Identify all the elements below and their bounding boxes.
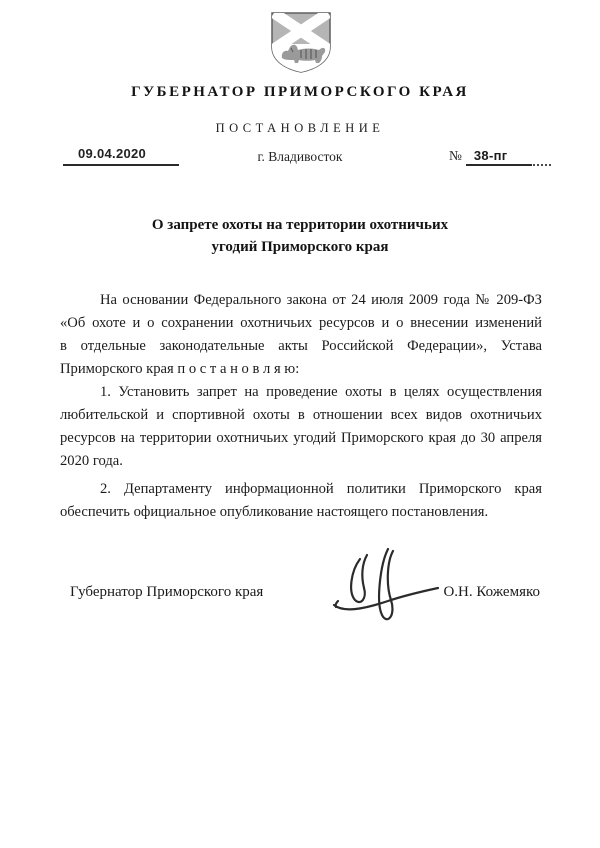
place-label: г. Владивосток: [257, 149, 343, 164]
body-line: 1. Установить запрет на проведение охоты в целях осуществления: [100, 384, 542, 400]
body-line: 2. Департаменту информационной политики Приморского края: [100, 481, 542, 497]
body-line: Приморского края п о с т а н о в л я ю:: [60, 361, 300, 377]
body-line: 2020 года.: [60, 453, 123, 469]
number-underline-tail: [533, 148, 551, 166]
body-line: любительской и спортивной охоты в отношении всех видов охотничьих: [60, 407, 542, 423]
document-title: [0, 214, 600, 258]
body-text: [60, 289, 542, 524]
preamble-paragraph: [60, 289, 542, 381]
signer-name: О.Н. Кожемяко: [443, 584, 540, 600]
signature-position-label: Губернатор Приморского края: [70, 584, 264, 600]
date-field: 09.04.2020: [63, 146, 179, 166]
body-line: ресурсов на территории охотничьих угодий Приморского края до 30 апреля: [60, 430, 542, 446]
body-line: На основании Федерального закона от 24 июля 2009 года № 209-ФЗ: [100, 292, 542, 308]
body-line: «Об охоте и о сохранении охотничьих ресурсов и о внесении изменений: [60, 315, 542, 331]
handwritten-signature-icon: [330, 545, 442, 631]
title-line-1: О запрете охоты на территории охотничьих: [151, 217, 449, 233]
doc-type-heading: ПОСТАНОВЛЕНИЕ: [215, 121, 385, 135]
body-line: в отдельные законодательные акты Российской Федерации», Устава: [60, 338, 542, 354]
document-number: [449, 148, 551, 166]
authority-heading: ГУБЕРНАТОР ПРИМОРСКОГО КРАЯ: [131, 84, 469, 100]
number-sign: №: [449, 148, 462, 163]
title-line-2: угодий Приморского края: [211, 239, 389, 255]
number-value: 38-пг: [466, 148, 532, 166]
clause-1-paragraph: [60, 381, 542, 473]
coat-of-arms-icon: [268, 11, 334, 74]
body-line: обеспечить официальное опубликование настоящего постановления.: [60, 504, 489, 520]
clause-2-paragraph: [60, 478, 542, 524]
